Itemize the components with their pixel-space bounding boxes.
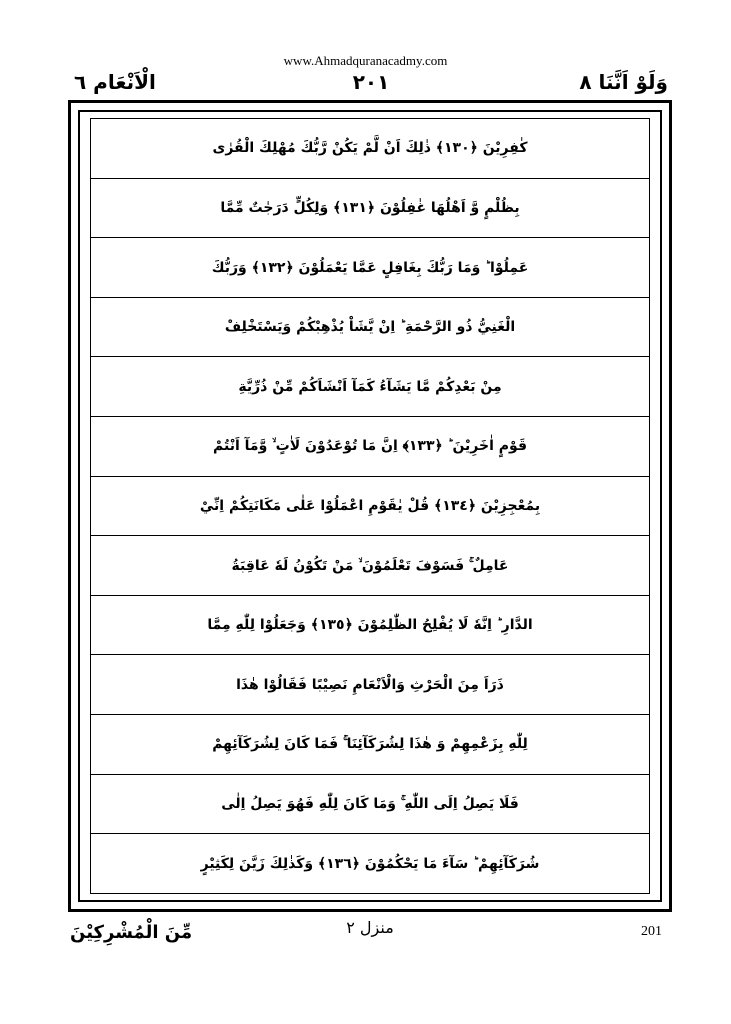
surah-label: الْاَنْعَام ٦ bbox=[74, 70, 156, 94]
text-line-6: قَوْمٍ اٰخَرِيْنَ ؕ ﴿١٣٣﴾ اِنَّ مَا تُوْعَدُوْنَ لَاٰتٍ ۙ وَّمَآ اَنْتُمْ bbox=[91, 417, 649, 477]
text-line-13: شُرَكَآئِهِمْ ؕ سَآءَ مَا يَحْكُمُوْنَ ﴿١٣٦﴾ وَكَذٰلِكَ زَيَّنَ لِكَثِيْرٍ bbox=[200, 855, 540, 872]
text-line-4: الْغَنِيُّ ذُو الرَّحْمَةِ ؕ اِنْ يَّشَاْ يُذْهِبْكُمْ وَيَسْتَخْلِفْ bbox=[91, 298, 649, 358]
text-line-11: لِلّٰهِ بِزَعْمِهِمْ وَ هٰذَا لِشُرَكَآئِنَا ۚ فَمَا كَانَ لِشُرَكَآئِهِمْ bbox=[91, 715, 649, 775]
page-number: 201 bbox=[641, 924, 662, 939]
manzil-label: منزل ٢ bbox=[346, 918, 394, 937]
text-line-5: مِنْ بَعْدِكُمْ مَّا يَشَآءُ كَمَآ اَنْشَاَكُمْ مِّنْ ذُرِّيَّةِ bbox=[91, 357, 649, 417]
text-line-2: بِظُلْمٍ وَّ اَهْلُهَا غٰفِلُوْنَ ﴿١٣١﴾ وَلِكُلٍّ دَرَجٰتٌ مِّمَّا bbox=[91, 179, 649, 239]
catchword: مِّنَ الْمُشْرِكِيْنَ bbox=[70, 922, 193, 943]
page-header bbox=[74, 70, 668, 100]
text-line-12: فَلَا يَصِلُ اِلَى اللّٰهِ ۚ وَمَا كَانَ لِلّٰهِ فَهُوَ يَصِلُ اِلٰى bbox=[91, 775, 649, 835]
text-line-1: كٰفِرِيْنَ ﴿١٣٠﴾ ذٰلِكَ اَنْ لَّمْ يَكُنْ رَّبُّكَ مُهْلِكَ الْقُرٰى bbox=[91, 119, 649, 179]
page-footer bbox=[70, 918, 662, 948]
text-line-7: بِمُعْجِزِيْنَ ﴿١٣٤﴾ قُلْ يٰقَوْمِ اعْمَلُوْا عَلٰى مَكَانَتِكُمْ اِنِّيْ bbox=[91, 477, 649, 537]
juz-label: وَلَوْ اَنَّنَا ٨ bbox=[579, 70, 668, 94]
website-url: www.Ahmadquranacadmy.com bbox=[283, 53, 448, 68]
text-line-8: عَامِلٌ ۚ فَسَوْفَ تَعْلَمُوْنَ ۙ مَنْ تَكُوْنُ لَهٗ عَاقِبَةُ bbox=[91, 536, 649, 596]
text-line-9: الدَّارِ ؕ اِنَّهٗ لَا يُفْلِحُ الظّٰلِمُوْنَ ﴿١٣٥﴾ وَجَعَلُوْا لِلّٰهِ مِمَّا bbox=[91, 596, 649, 656]
text-line-10: ذَرَاَ مِنَ الْحَرْثِ وَالْاَنْعَامِ نَصِيْبًا فَقَالُوْا هٰذَا bbox=[91, 655, 649, 715]
page-number-arabic: ٢٠١ bbox=[352, 70, 390, 94]
quran-text-block bbox=[91, 119, 649, 893]
text-line-3: عَمِلُوْا ؕ وَمَا رَبُّكَ بِغَافِلٍ عَمَّا يَعْمَلُوْنَ ﴿١٣٢﴾ وَرَبُّكَ bbox=[91, 238, 649, 298]
